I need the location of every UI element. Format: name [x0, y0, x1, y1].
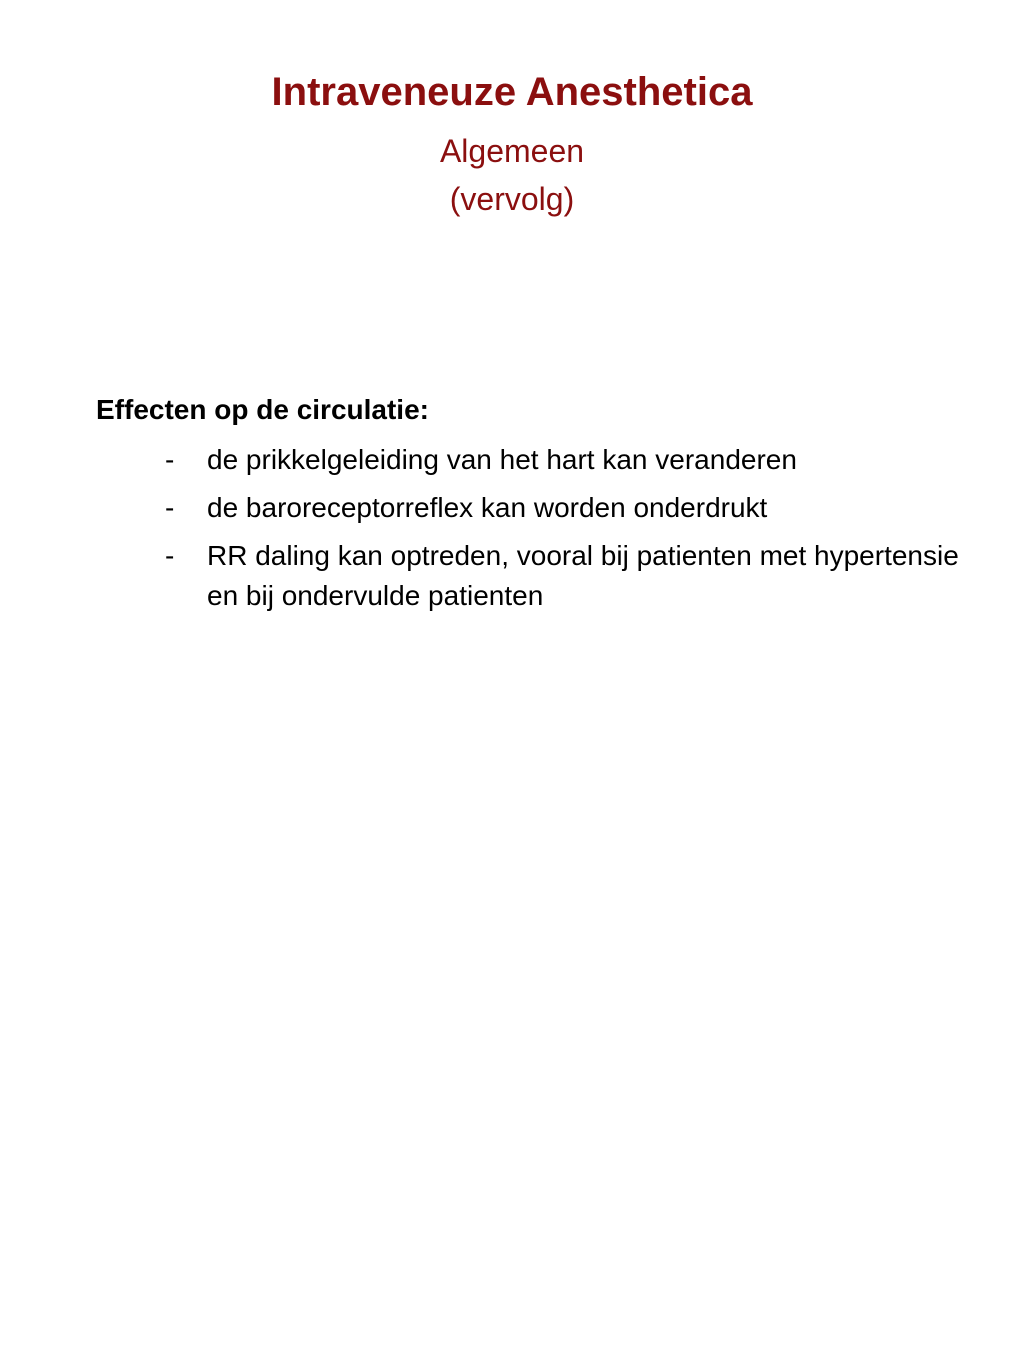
- list-item: [160, 440, 990, 480]
- list-item-text: RR daling kan optreden, vooral bij patienten met hypertensie en bij ondervulde patienten: [207, 540, 959, 611]
- bullet-dash: -: [165, 540, 175, 571]
- slide-subtitle-continued: (vervolg): [449, 181, 575, 217]
- list-item: [160, 536, 990, 616]
- slide-title: Intraveneuze Anesthetica: [271, 70, 753, 114]
- list-item: [160, 488, 990, 528]
- section-heading: Effecten op de circulatie:: [96, 394, 429, 425]
- bullet-list: [160, 440, 990, 624]
- slide-subtitle: Algemeen: [439, 133, 585, 169]
- list-item-text: de baroreceptorreflex kan worden onderdrukt: [207, 492, 768, 523]
- bullet-dash: -: [165, 444, 175, 475]
- list-item-text: de prikkelgeleiding van het hart kan veranderen: [207, 444, 797, 475]
- bullet-dash: -: [165, 492, 175, 523]
